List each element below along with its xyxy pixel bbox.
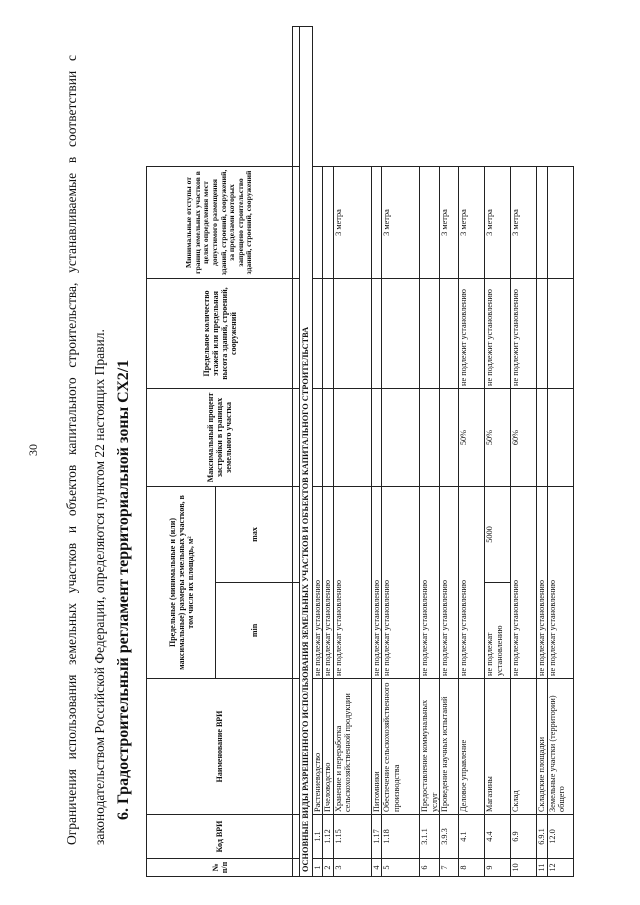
empty-cell (293, 487, 300, 583)
row-setback: 3 метра (440, 167, 459, 279)
section-title: ОСНОВНЫЕ ВИДЫ РАЗРЕШЕННОГО ИСПОЛЬЗОВАНИЯ ЗЕМЕЛЬНЫХ УЧАСТКОВ И ОБЪЕКТОВ КАПИТАЛЬНОГО СТРОИТЕЛЬСТВА (300, 27, 313, 877)
row-floors (323, 279, 334, 389)
row-number: 11 (537, 859, 548, 877)
header-row (147, 27, 216, 877)
row-percent (382, 389, 420, 487)
section-heading: 6. Градостроительный регламент территориальной зоны СХ2/1 (115, 359, 132, 820)
table-row (333, 27, 371, 877)
row-setback (420, 167, 440, 279)
row-setback: 3 метра (333, 167, 371, 279)
row-floors (537, 279, 548, 389)
row-name: Проведение научных испытаний (440, 679, 459, 815)
row-percent (323, 389, 334, 487)
row-name: Предоставление коммунальных услуг (420, 679, 440, 815)
table-row (420, 27, 440, 877)
row-number: 4 (371, 859, 382, 877)
row-floors (440, 279, 459, 389)
row-name: Обеспечение сельскохозяйственного производства (382, 679, 420, 815)
empty-cell (293, 389, 300, 487)
row-floors (312, 279, 323, 389)
page-number: 30 (26, 444, 40, 456)
header-max: max (216, 487, 293, 583)
row-setback (312, 167, 323, 279)
row-size-min: не подлежат установлению (323, 487, 334, 679)
row-name: Магазины (485, 679, 511, 815)
empty-cell (293, 27, 300, 167)
row-percent (371, 389, 382, 487)
row-size-min: не подлежат установлению (440, 487, 459, 679)
regulation-table (146, 26, 574, 877)
row-name: Деловое управление (459, 679, 485, 815)
row-setback (371, 167, 382, 279)
row-code: 4.1 (459, 815, 485, 859)
row-name: Хранение и переработка сельскохозяйственной продукции (333, 679, 371, 815)
empty-cell (293, 279, 300, 389)
table-row (312, 27, 323, 877)
row-number: 9 (485, 859, 511, 877)
row-floors (420, 279, 440, 389)
row-number: 5 (382, 859, 420, 877)
header-name: Наименование ВРИ (147, 679, 293, 815)
row-percent: 50% (485, 389, 511, 487)
row-code: 12.0 (547, 815, 573, 859)
header-floors: Предельное количество этажей или предельная высота зданий, строений, сооружений (147, 279, 293, 389)
row-floors (333, 279, 371, 389)
row-code: 6.9.1 (537, 815, 548, 859)
row-name: Питомники (371, 679, 382, 815)
row-code: 6.9 (511, 815, 537, 859)
row-percent (440, 389, 459, 487)
table-row (382, 27, 420, 877)
row-name: Растениеводство (312, 679, 323, 815)
empty-cell (293, 815, 300, 859)
row-name: Земельные участки (территории) общего (547, 679, 573, 815)
empty-cell (293, 167, 300, 279)
row-code: 4.4 (485, 815, 511, 859)
row-number: 1 (312, 859, 323, 877)
row-floors (371, 279, 382, 389)
row-code: 1.17 (371, 815, 382, 859)
row-name: Пчеловодство (323, 679, 334, 815)
table-row (537, 27, 548, 877)
table-row (485, 27, 511, 877)
row-size-max: 5000 (485, 487, 511, 583)
header-code: Код ВРИ (147, 815, 293, 859)
row-percent: 60% (511, 389, 537, 487)
intro-paragraph: Ограничения использования земельных участков и объектов капитального строительства, устанавливаемые в соответствии с законодательством Российской Федерации, определяются пунктом 22 настоящих Правил. (64, 55, 107, 845)
row-code: 1.12 (323, 815, 334, 859)
row-percent (333, 389, 371, 487)
row-number: 6 (420, 859, 440, 877)
table-row (459, 27, 485, 877)
row-number: 12 (547, 859, 573, 877)
row-floors (547, 279, 573, 389)
table-row (511, 27, 537, 877)
row-number: 2 (323, 859, 334, 877)
row-percent (537, 389, 548, 487)
header-setbacks: Минимальные отступы от границ земельных участков в целях определения мест допустимого размещения зданий, строений, сооружений, за пределами которых запрещено строительство зданий, строений, сооружений (147, 167, 293, 279)
row-floors: не подлежит установлению (459, 279, 485, 389)
empty-row (293, 27, 300, 877)
table-row (371, 27, 382, 877)
row-code: 3.1.1 (420, 815, 440, 859)
table-row (323, 27, 334, 877)
row-setback: 3 метра (459, 167, 485, 279)
header-num: № п/п (147, 859, 293, 877)
header-sizes: Предельные (минимальные и (или) максимальные) размеры земельных участков, в том числе их площадь, м² (147, 487, 216, 679)
row-size-min: не подлежат установлению (459, 487, 485, 679)
row-percent (547, 389, 573, 487)
empty-cell (293, 859, 300, 877)
table-row (440, 27, 459, 877)
row-number: 7 (440, 859, 459, 877)
row-setback (537, 167, 548, 279)
row-setback (547, 167, 573, 279)
row-number: 3 (333, 859, 371, 877)
row-code: 1.18 (382, 815, 420, 859)
row-percent: 50% (459, 389, 485, 487)
row-percent (420, 389, 440, 487)
row-size-min: не подлежат установлению (312, 487, 323, 679)
empty-cell (293, 583, 300, 679)
empty-cell (293, 679, 300, 815)
row-size-min: не подлежат установлению (511, 487, 537, 679)
row-size-min: не подлежат установлению (333, 487, 371, 679)
row-floors: не подлежит установлению (511, 279, 537, 389)
row-number: 10 (511, 859, 537, 877)
header-min: min (216, 583, 293, 679)
row-name: Складские площадки (537, 679, 548, 815)
row-code: 1.1 (312, 815, 323, 859)
row-size-min: не подлежат установлению (537, 487, 548, 679)
row-floors: не подлежит установлению (485, 279, 511, 389)
row-size-min: не подлежат установлению (382, 487, 420, 679)
section-row (300, 27, 313, 877)
row-setback: 3 метра (485, 167, 511, 279)
row-setback: 3 метра (511, 167, 537, 279)
row-code: 3.9.3 (440, 815, 459, 859)
table-row (547, 27, 573, 877)
row-setback: 3 метра (382, 167, 420, 279)
row-floors (382, 279, 420, 389)
row-size-min: не подлежат установлению (371, 487, 382, 679)
row-size-min: не подлежат установлению (485, 583, 511, 679)
row-code: 1.15 (333, 815, 371, 859)
header-percent: Максимальный процент застройки в границах земельного участка (147, 389, 293, 487)
row-size-min: не подлежат установлению (420, 487, 440, 679)
row-size-min: не подлежат установлению (547, 487, 573, 679)
row-setback (323, 167, 334, 279)
row-name: Склад (511, 679, 537, 815)
row-percent (312, 389, 323, 487)
row-number: 8 (459, 859, 485, 877)
